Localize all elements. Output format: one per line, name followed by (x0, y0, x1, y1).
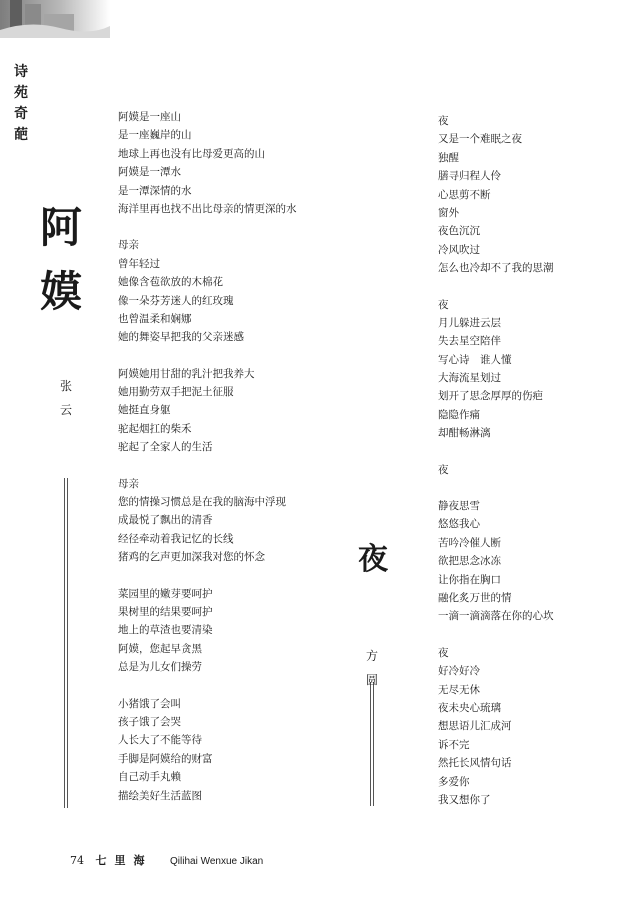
poem-line: 然托长风情句话 (438, 757, 512, 770)
poem-line: 夜 (438, 646, 449, 659)
page-footer (70, 852, 263, 868)
poem1-divider (64, 478, 68, 808)
poem-line: 欲把思念冰冻 (438, 555, 501, 568)
poem-line: 大海流星划过 (438, 372, 501, 385)
poem1-title-char: 阿 (40, 203, 83, 252)
poem-line: 想思语儿汇成河 (438, 720, 512, 733)
poem2-author (366, 644, 382, 692)
poem-line: 地上的草渣也要清染 (118, 624, 213, 637)
poem-line: 您的情操习惯总是在我的脑海中浮现 (118, 496, 286, 509)
poem-line: 夜未央心琉璃 (438, 701, 501, 714)
poem2-stanza (438, 296, 554, 443)
corner-landscape-art (0, 0, 110, 38)
poem2-stanza (438, 112, 554, 278)
poem-line: 驼起烟扛的柴禾 (118, 422, 192, 435)
poem-line: 月儿躲进云层 (438, 316, 501, 329)
poem-line: 夜色沉沉 (438, 225, 480, 238)
poem2-author-char: 圆 (366, 673, 379, 687)
poem-line: 窗外 (438, 206, 459, 219)
poem-line: 她像含苞欲放的木棉花 (118, 276, 223, 289)
poem1-author (60, 374, 76, 422)
poem-line: 诉不完 (438, 738, 470, 751)
poem1-stanza (118, 108, 297, 218)
poem-line: 怎么也冷却不了我的思潮 (438, 262, 554, 275)
poem-line: 地球上再也没有比母爱更高的山 (118, 147, 265, 160)
poem-line: 夜 (438, 463, 449, 476)
poem-line: 阿嫫是一座山 (118, 111, 181, 123)
poem-line: 失去星空陪伴 (438, 335, 501, 348)
poem-line: 菜园里的嫩芽要呵护 (118, 587, 213, 600)
poem-line: 是一座巍岸的山 (118, 129, 192, 142)
poem-line: 猪鸡的乞声更加深我对您的怀念 (118, 551, 265, 564)
poem1-stanza (118, 695, 297, 805)
poem-line: 又是一个难眠之夜 (438, 133, 522, 146)
poem-line: 好冷好冷 (438, 665, 480, 678)
poem2-stanza (438, 644, 554, 810)
poem1-title-char: 嫫 (40, 267, 83, 316)
poem2-body (438, 112, 554, 827)
poem-line: 经径牵动着我记忆的长线 (118, 532, 234, 545)
poem-line: 写心诗 谁人懂 (438, 353, 512, 366)
poem-line: 一滴一滴滴落在你的心坎 (438, 610, 554, 623)
magazine-english-name: Qilihai Wenxue Jikan (170, 856, 264, 867)
poem-line: 膳寻归程人伶 (438, 170, 501, 183)
column-tag-char: 奇 (14, 106, 28, 122)
poem2-divider (370, 682, 374, 806)
poem-line: 冷风吹过 (438, 243, 480, 256)
poem-line: 总是为儿女们操劳 (118, 661, 202, 674)
poem-line: 手脚是阿嫫给的财富 (118, 752, 213, 765)
poem-line: 阿嫫，您起早贪黑 (118, 642, 202, 655)
column-tag-char: 葩 (14, 127, 28, 143)
poem-line: 她的舞姿早把我的父亲迷感 (118, 331, 244, 344)
poem-line: 夜 (438, 298, 449, 311)
poem-line: 成最悦了飘出的清香 (118, 514, 213, 527)
poem1-stanza (118, 585, 297, 677)
poem1-stanza (118, 236, 297, 346)
poem-line: 海洋里再也找不出比母亲的情更深的水 (118, 202, 297, 215)
poem-line: 夜 (438, 115, 449, 127)
column-tag-char: 苑 (14, 85, 28, 101)
poem-line: 苦吟冷催人断 (438, 536, 501, 549)
poem-line: 她用勤劳双手把泥土征服 (118, 386, 234, 399)
poem-line: 让你指在胸口 (438, 573, 501, 586)
poem-line: 小猪饿了会叫 (118, 697, 181, 710)
poem-line: 阿嫫是一潭水 (118, 166, 181, 179)
column-tag (14, 62, 34, 146)
poem-line: 曾年轻过 (118, 257, 160, 270)
column-tag-char: 诗 (14, 64, 28, 80)
poem2-author-char: 方 (366, 649, 379, 663)
poem-line: 静夜思雪 (438, 500, 480, 513)
poem-line: 无尽无休 (438, 683, 480, 696)
poem-line: 母亲 (118, 239, 139, 252)
poem-line: 母亲 (118, 477, 139, 490)
poem2-stanza (438, 461, 554, 479)
poem-line: 描绘美好生活蓝图 (118, 789, 202, 802)
poem-line: 是一潭深情的水 (118, 184, 192, 197)
poem-line: 像一朵芬芳迷人的红玫瑰 (118, 294, 234, 307)
poem-line: 隐隐作痛 (438, 408, 480, 421)
poem-line: 融化炙万世的情 (438, 591, 512, 604)
poem-line: 多爱你 (438, 775, 470, 788)
magazine-name: 七里海 (95, 854, 153, 867)
poem-line: 驼起了全家人的生活 (118, 441, 213, 454)
poem-line: 孩子饿了会哭 (118, 715, 181, 728)
poem1-title (40, 196, 100, 324)
poem1-stanza (118, 365, 297, 457)
poem1-body (118, 108, 297, 823)
poem-line: 自己动手丸赖 (118, 771, 181, 784)
poem-line: 我又想你了 (438, 793, 491, 806)
poem1-author-char: 张 (60, 379, 73, 393)
poem2-title: 夜 (358, 542, 388, 577)
poem-line: 划开了思念厚厚的伤疤 (438, 390, 543, 403)
poem-line: 独醒 (438, 151, 459, 164)
poem-line: 人长大了不能等待 (118, 734, 202, 747)
poem-line: 也曾温柔和娴娜 (118, 312, 192, 325)
poem-line: 阿嫫她用甘甜的乳汁把我养大 (118, 367, 255, 380)
poem1-stanza (118, 475, 297, 567)
poem-line: 悠悠我心 (438, 518, 480, 531)
poem-line: 却酣畅淋漓 (438, 427, 491, 440)
poem1-author-char: 云 (60, 403, 73, 417)
poem-line: 果树里的结果要呵护 (118, 605, 213, 618)
poem2-stanza (438, 497, 554, 626)
page-number: 74 (70, 854, 84, 867)
poem-line: 心思剪不断 (438, 188, 491, 201)
poem-line: 她挺直身躯 (118, 404, 171, 417)
